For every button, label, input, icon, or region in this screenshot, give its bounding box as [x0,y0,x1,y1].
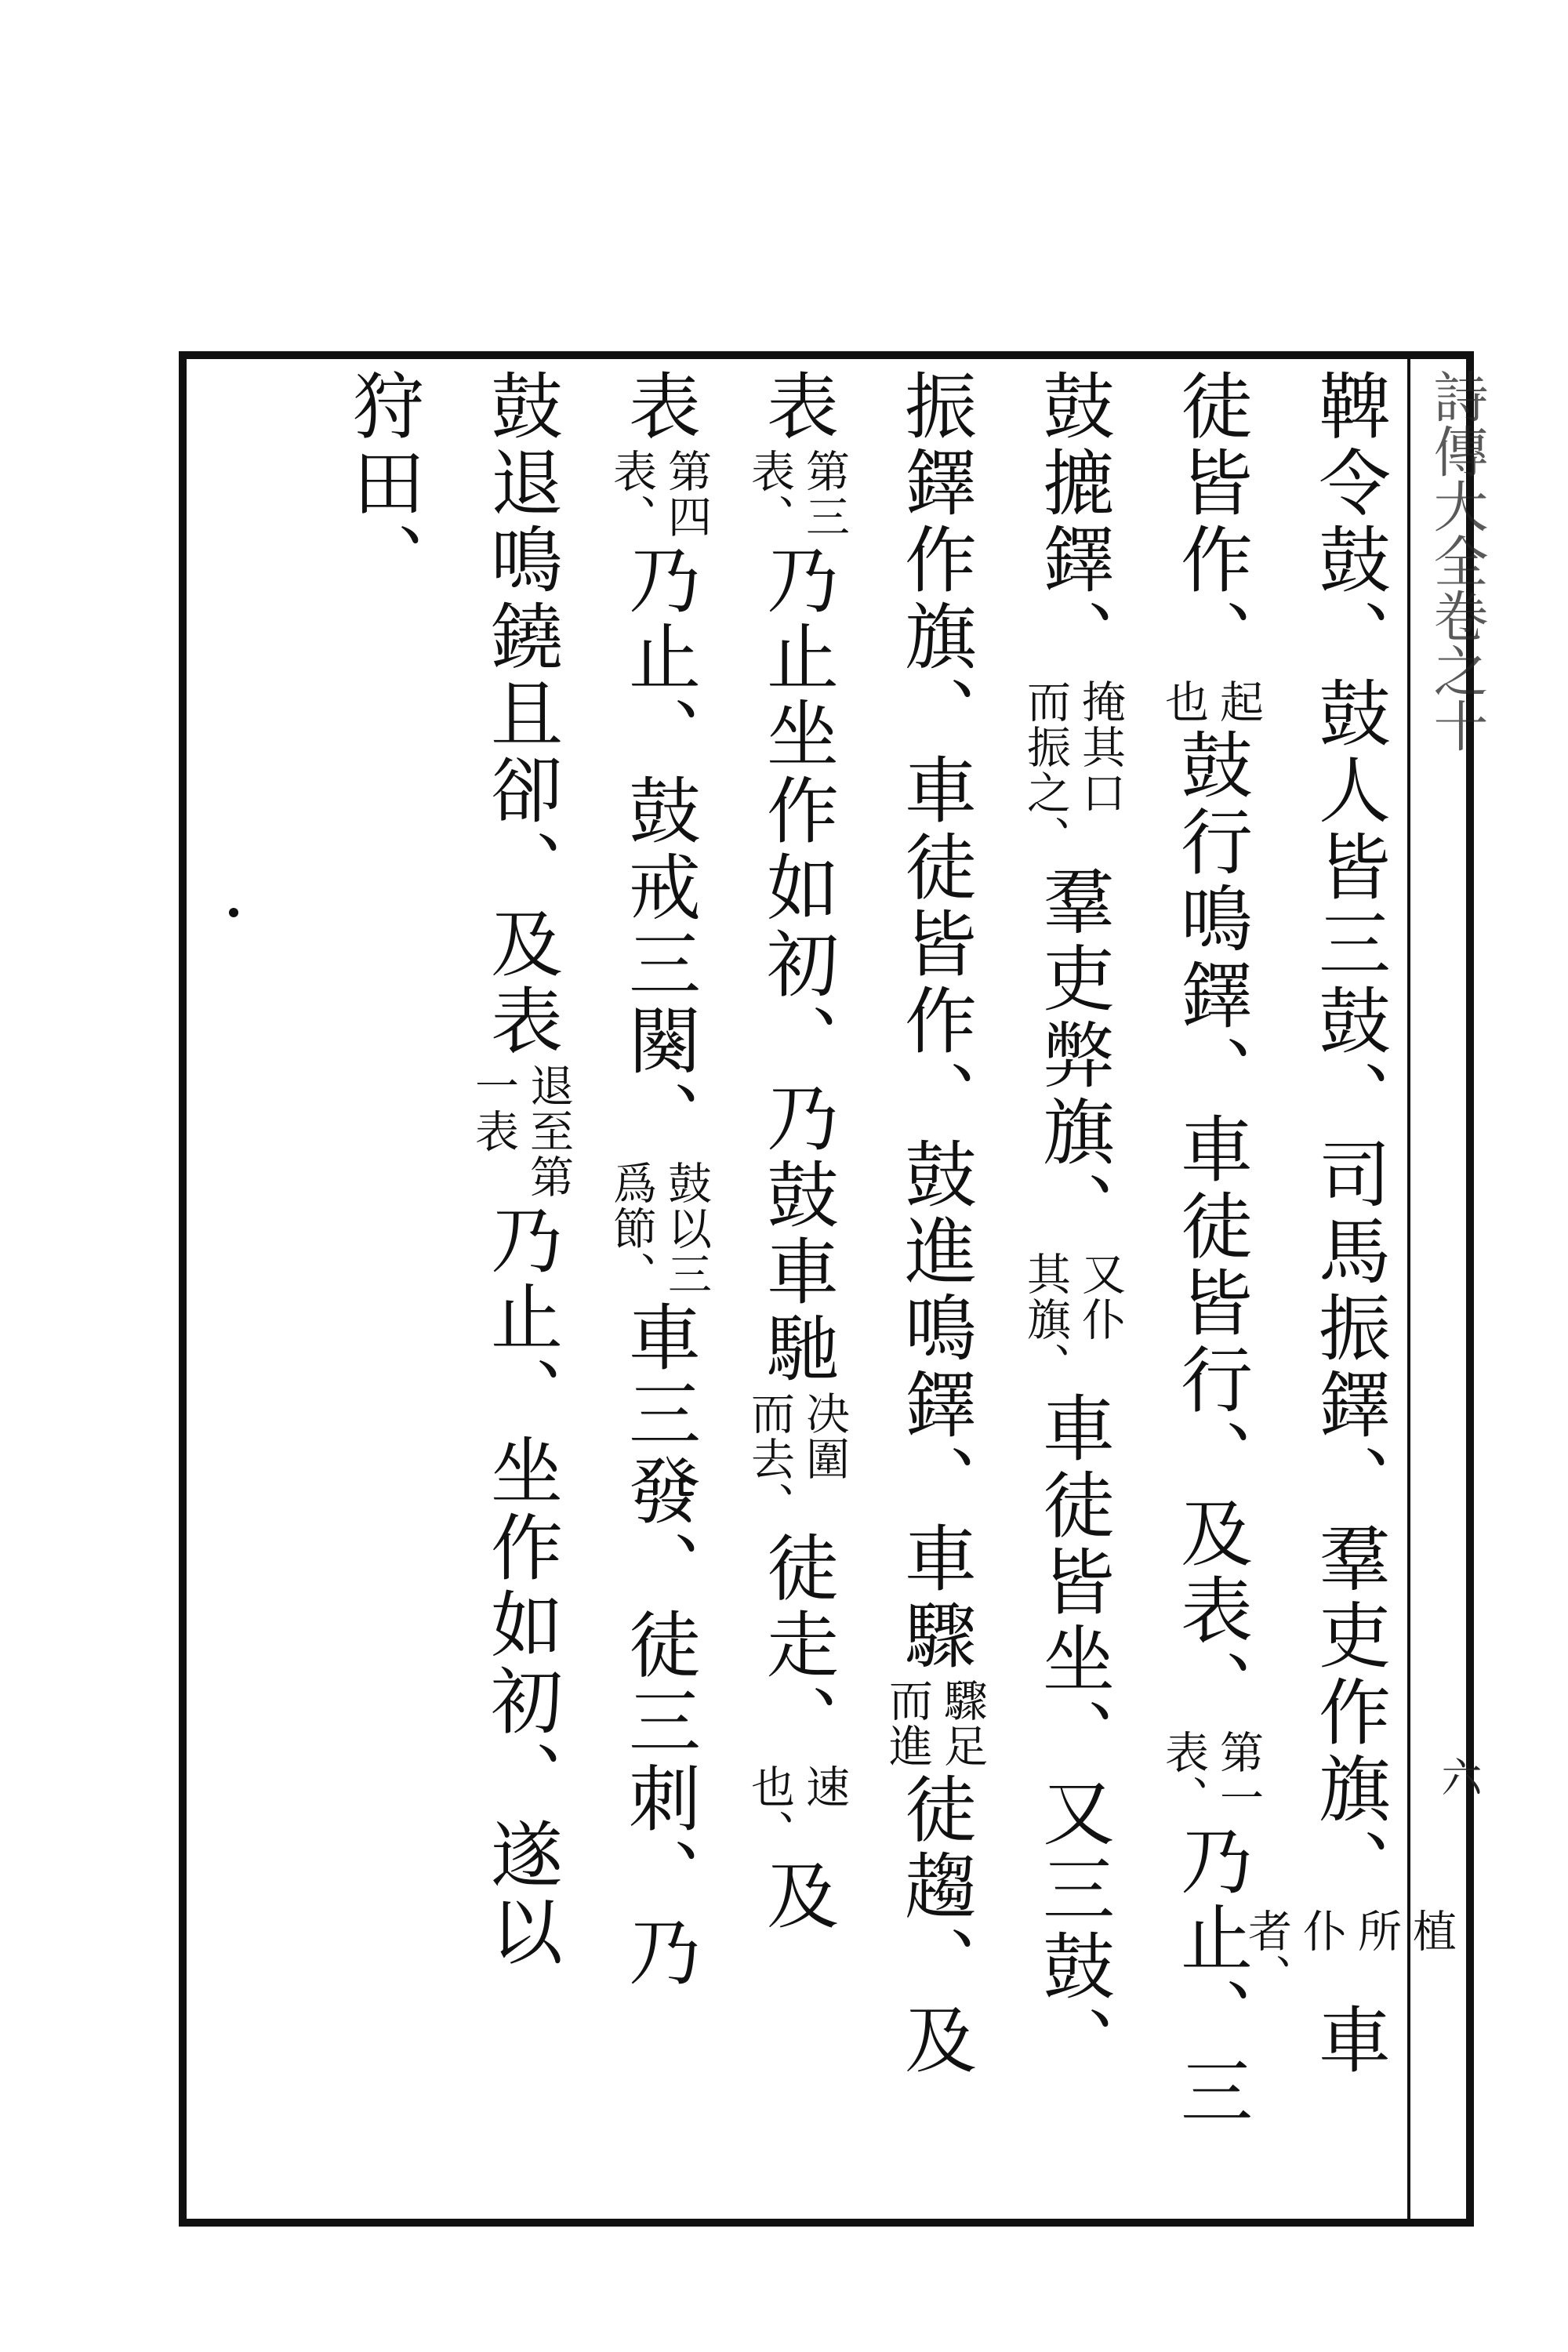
text-column [1020,368,1126,2082]
annotation-line: 也 [1158,679,1209,724]
main-text: 羣吏弊旗、 [1031,864,1115,1248]
annotation [606,1160,711,1297]
annotation-line: 而進 [882,1678,933,1769]
annotation-line: 又仆 [1075,1251,1126,1342]
annotation [882,1678,987,1769]
annotation-line: 表、 [606,448,657,539]
main-text: 狩田、 [341,368,425,599]
annotation [1158,1730,1263,1820]
annotation-line: 退至第 [523,1063,574,1200]
text-column [336,368,430,599]
main-text: 車三發、徒三刺、乃 [617,1300,701,1991]
main-text: 乃止、鼓戒三闋、 [617,543,701,1157]
annotation [1020,1251,1125,1388]
text-column [468,368,574,1971]
annotation-line: 第四 [661,448,712,539]
main-text: 乃止、三 [1169,1824,1253,2131]
page-number: 六 [1434,1756,1481,1797]
annotation [606,448,711,539]
main-text: 乃止、坐作如初、遂以 [479,1203,563,1971]
annotation-line: 第一 [1213,1730,1264,1820]
annotation-line: 掩其口 [1075,679,1126,815]
main-text: 表 [617,368,701,445]
main-text: 鼓摝鐸、 [1031,368,1115,676]
main-text: 徒趨、及 [893,1772,977,2079]
main-text: 鼓行鳴鐸、車徒皆行、及表、 [1169,728,1253,1726]
text-column [744,368,850,1935]
main-text: 車徒皆坐、又三鼓、 [1031,1391,1115,2082]
main-text: 及 [755,1858,839,1935]
margin-title: 詩傳大全卷之十 [1425,368,1489,753]
annotation-line: 表、 [744,448,795,539]
annotation-line: 速 [799,1764,850,1809]
text-column [606,368,712,1991]
annotation [468,1063,573,1200]
main-text: 徒走、 [755,1530,839,1761]
annotation [1158,679,1263,724]
annotation [744,1764,849,1855]
annotation [1020,679,1125,861]
annotation-line: 者、 [1241,1908,1292,1999]
text-column [1158,368,1264,2131]
annotation-line: 决圍 [799,1391,850,1482]
annotation [1241,1908,1456,1999]
main-text: 表 [755,368,839,445]
annotation-line: 第三 [799,448,850,539]
main-text: 徒皆作、 [1169,368,1253,676]
annotation-line: 植 [1406,1908,1457,1954]
ink-speck [229,908,238,917]
annotation [744,1391,849,1527]
annotation-line: 驟足 [937,1678,988,1769]
main-text: 振鐸作旗、車徒皆作、鼓進鳴鐸、車驟 [893,368,977,1675]
annotation-line: 爲節、 [606,1160,657,1297]
annotation-line: 其旗、 [1020,1251,1071,1388]
text-column [882,368,988,2079]
main-text: 鼓退鳴鐃且卻、及表 [479,368,563,1060]
annotation-line: 表、 [1158,1730,1209,1820]
annotation-line: 起 [1213,679,1264,724]
annotation-line: 而去、 [744,1391,795,1527]
annotation-line: 鼓以三 [661,1160,712,1297]
annotation-line: 一表 [468,1063,519,1154]
main-text: 乃止坐作如初、乃鼓車馳 [755,543,839,1388]
main-text: 鞞令鼓、鼓人皆三鼓、司馬振鐸、羣吏作旗、 [1307,368,1391,1905]
annotation-line: 而振之、 [1020,679,1071,861]
annotation-line: 也、 [744,1764,795,1855]
annotation-line: 仆 [1296,1908,1347,1954]
main-text: 車 [1307,2002,1391,2079]
annotation [744,448,849,539]
annotation-line: 所 [1351,1908,1402,1954]
